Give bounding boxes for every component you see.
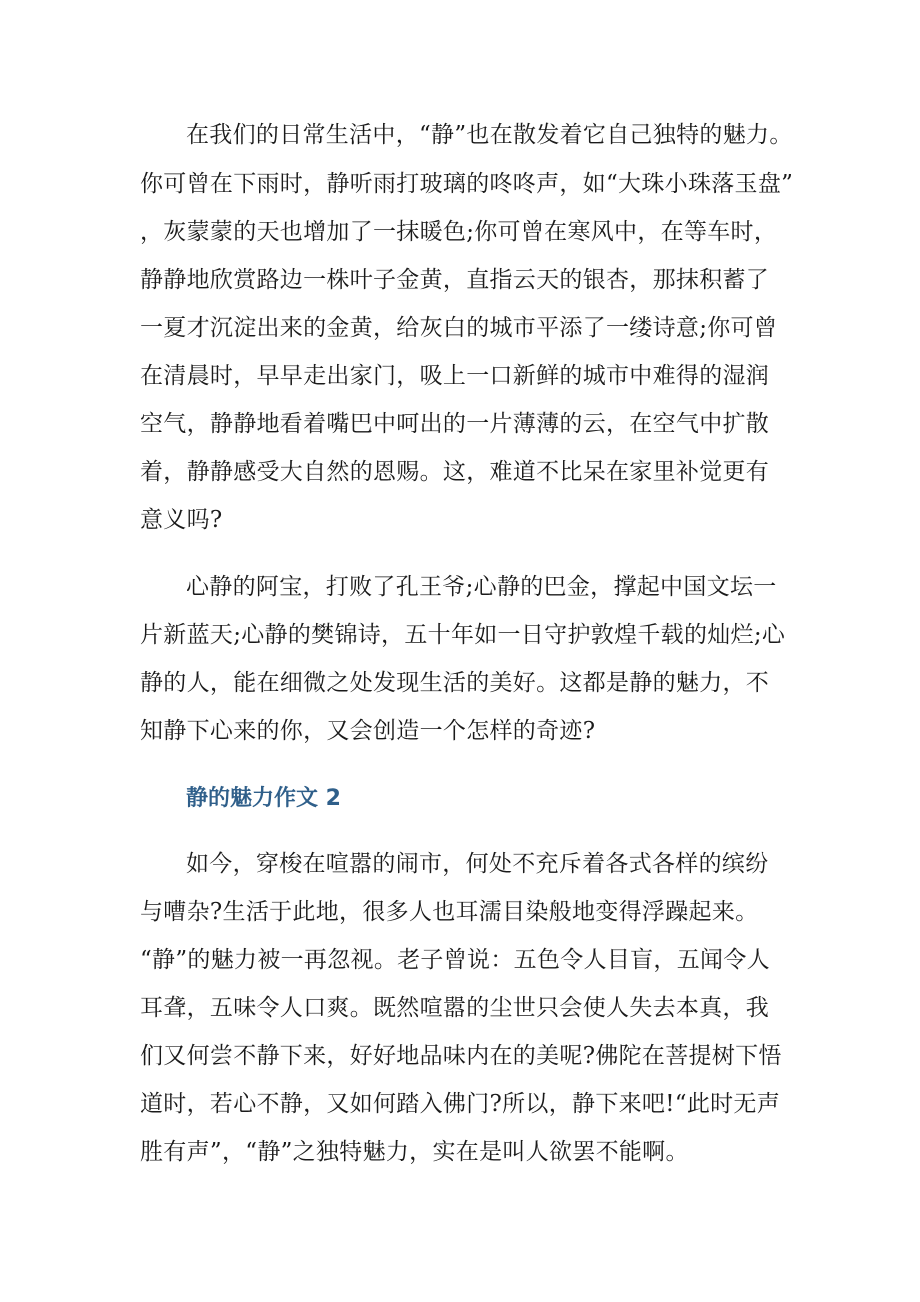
paragraph-line: ，灰蒙蒙的天也增加了一抹暖色;你可曾在寒风中，在等车时，	[140, 219, 778, 245]
paragraph-line: 着，静静感受大自然的恩赐。这，难道不比呆在家里补觉更有	[140, 459, 770, 485]
paragraph-line: 片新蓝天;心静的樊锦诗，五十年如一日守护敦煌千载的灿烂;心	[140, 622, 786, 648]
paragraph-line: 胜有声”，“静”之独特魅力，实在是叫人欲罢不能啊。	[140, 1139, 689, 1165]
paragraph-line: 与嘈杂?生活于此地，很多人也耳濡目染般地变得浮躁起来。	[140, 899, 759, 925]
paragraph-line: 知静下心来的你，又会创造一个怎样的奇迹?	[140, 718, 596, 744]
paragraph-line: 静静地欣赏路边一株叶子金黄，直指云天的银杏，那抹积蓄了	[140, 267, 770, 293]
paragraph-line: 道时，若心不静，又如何踏入佛门?所以，静下来吧!“此时无声	[140, 1091, 781, 1117]
paragraph-line: 在我们的日常生活中，“静”也在散发着它自己独特的魅力。	[186, 122, 793, 148]
paragraph-line: 耳聋，五味令人口爽。既然喧嚣的尘世只会使人失去本真，我	[140, 995, 770, 1021]
paragraph-line: 意义吗?	[140, 507, 223, 533]
paragraph-line: 在清晨时，早早走出家门，吸上一口新鲜的城市中难得的湿润	[140, 363, 770, 389]
paragraph-line: 们又何尝不静下来，好好地品味内在的美呢?佛陀在菩提树下悟	[140, 1043, 782, 1069]
paragraph-line: 如今，穿梭在喧嚣的闹市，何处不充斥着各式各样的缤纷	[186, 851, 769, 877]
section-heading: 静的魅力作文 2	[186, 786, 341, 811]
paragraph-line: 一夏才沉淀出来的金黄，给灰白的城市平添了一缕诗意;你可曾	[140, 315, 778, 341]
paragraph-line: 心静的阿宝，打败了孔王爷;心静的巴金，撑起中国文坛一	[186, 574, 777, 600]
paragraph-line: 你可曾在下雨时，静听雨打玻璃的咚咚声，如“大珠小珠落玉盘”	[140, 171, 794, 197]
paragraph-line: 空气，静静地看着嘴巴中呵出的一片薄薄的云，在空气中扩散	[140, 411, 770, 437]
paragraph-line: 静的人，能在细微之处发现生活的美好。这都是静的魅力，不	[140, 670, 770, 696]
paragraph-line: “静”的魅力被一再忽视。老子曾说：五色令人目盲，五闻令人	[140, 947, 770, 973]
